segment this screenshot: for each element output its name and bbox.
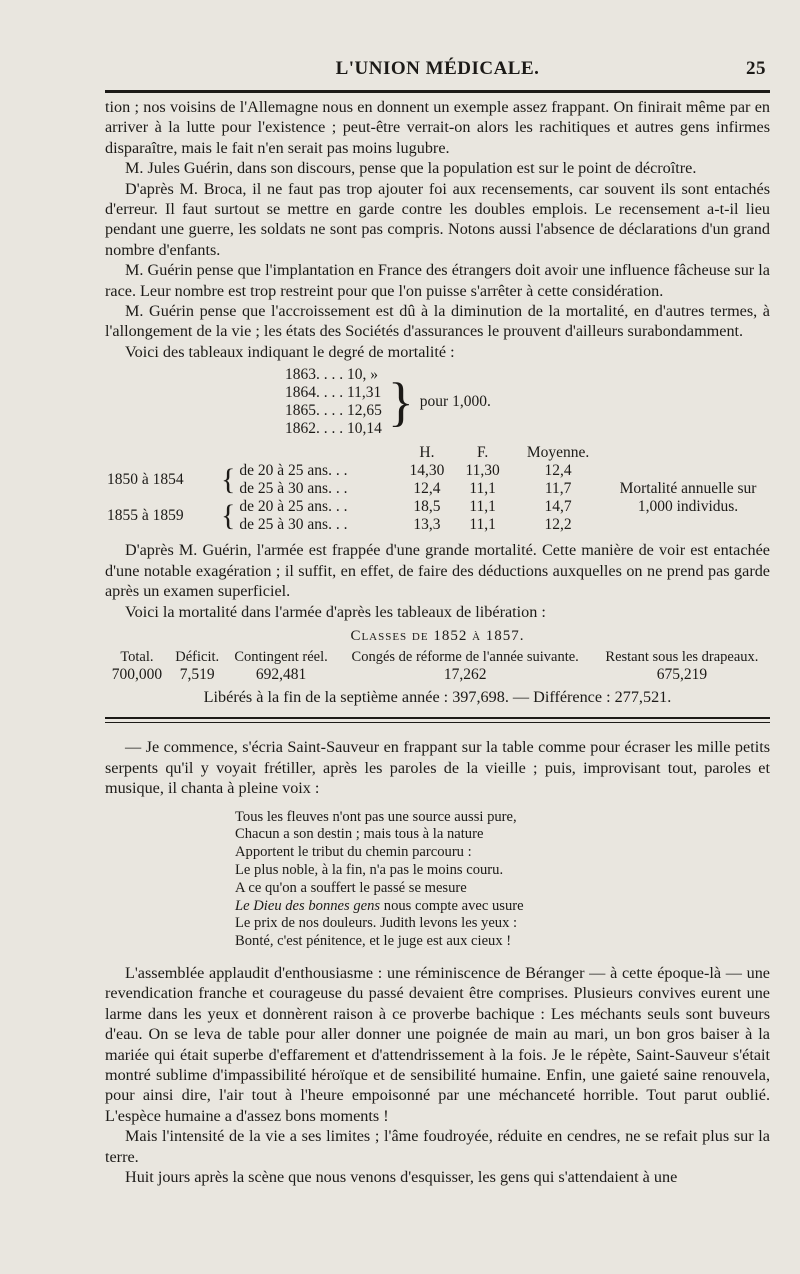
period-label: 1850 à 1854 — [107, 471, 184, 489]
story-paragraph: — Je commence, s'écria Saint-Sauveur en frappant sur la table comme pour écraser les mille petits serpents qu'il y voyait frétiller, après les paroles de la vieille ; puis, improvisant tout, paroles et musique, il chanta à pleine voix : — [105, 738, 770, 798]
mean-value: 12,4 — [544, 462, 572, 480]
page-number: 25 — [746, 58, 766, 79]
f-value: 11,1 — [469, 498, 496, 516]
contingent-value: 692,481 — [255, 665, 307, 683]
journal-title: L'UNION MÉDICALE. — [335, 58, 540, 79]
f-value: 11,30 — [465, 462, 500, 480]
col-header-deficit: Déficit. — [175, 648, 220, 665]
years-note: pour 1,000. — [419, 393, 491, 411]
mean-value: 14,7 — [544, 498, 572, 516]
col-header-h: H. — [419, 444, 435, 462]
year-row: 1862. . . . 10,14 — [285, 420, 382, 438]
h-value: 12,4 — [413, 480, 441, 498]
poem-line: Bonté, c'est pénitence, et le juge est aux cieux ! — [235, 933, 512, 950]
mean-value: 11,7 — [544, 480, 572, 498]
running-header — [105, 58, 770, 88]
liberation-title: Classes de 1852 à 1857. — [350, 627, 525, 644]
mortality-note: Mortalité annuelle sur 1,000 individus. — [619, 480, 757, 516]
age-mortality-table: H. F. Moyenne. 1850 à 1854 { de 20 à 25 ans. . . 14,30 11,30 12,4 Mortalité annuelle sur 1,000 individus. de 25 à 30 ans. . . 12,4 11,1 11,7 1855 à 1859 { de 20 à 25 ans. . . 18,5 11,1 14,7 de 25 à 30 ans. . . 13,3 11,1 12,2 — [105, 444, 770, 534]
header-rule — [105, 90, 770, 93]
restant-value: 675,219 — [656, 665, 708, 683]
period-label: 1855 à 1859 — [107, 507, 184, 525]
liberation-table — [105, 649, 770, 683]
age-label: de 25 à 30 ans. . . — [239, 480, 348, 498]
liberation-summary: Libérés à la fin de la septième année : 397,698. — Différence : 277,521. — [203, 687, 672, 706]
paragraph: D'après M. Broca, il ne faut pas trop ajouter foi aux recensements, car souvent ils sont entachés d'erreur. Il faut surtout se mettre en garde contre les doubles emplois. Le recensement a-t-il lieu pendant une guerre, les soldats ne sont pas compris. Notons aussi l'absence de déclarations d'un grand nombre d'enfants. — [105, 179, 770, 259]
poem — [235, 809, 770, 951]
col-header-conges: Congés de réforme de l'année suivante. — [351, 648, 579, 665]
poem-line: Apportent le tribut du chemin parcouru : — [235, 844, 472, 861]
poem-line: Tous les fleuves n'ont pas une source aussi pure, — [235, 808, 517, 825]
paragraph: Voici la mortalité dans l'armée d'après les tableaux de libération : — [125, 602, 546, 621]
col-header-moyenne: Moyenne. — [526, 444, 590, 462]
poem-line: Le Dieu des bonnes gens nous compte avec usure — [235, 897, 524, 914]
poem-line: Le prix de nos douleurs. Judith levons les yeux : — [235, 915, 518, 932]
col-header-total: Total. — [120, 648, 154, 665]
section-divider — [105, 717, 770, 723]
total-value: 700,000 — [111, 665, 163, 683]
poem-line: Le plus noble, à la fin, n'a pas le moins couru. — [235, 861, 504, 878]
poem-line: Chacun a son destin ; mais tous à la nature — [235, 826, 484, 843]
brace: } — [387, 372, 414, 433]
h-value: 18,5 — [413, 498, 441, 516]
conges-value: 17,262 — [443, 665, 487, 683]
f-value: 11,1 — [469, 516, 496, 534]
mean-value: 12,2 — [544, 516, 572, 534]
age-label: de 20 à 25 ans. . . — [239, 498, 348, 516]
col-header-f: F. — [476, 444, 489, 462]
col-header-contingent: Contingent réel. — [234, 648, 328, 665]
year-row: 1865. . . . 12,65 — [285, 402, 382, 420]
poem-line: A ce qu'on a souffert le passé se mesure — [235, 879, 467, 896]
story-paragraph: L'assemblée applaudit d'enthousiasme : une réminiscence de Béranger — à cette époque-là — une revendication franche et courageuse du passé devaient être comprises. Plusieurs convives eurent une larme dans les yeux et donnèrent raison à ce proverbe bachique : Les méchants seuls sont buveurs d'eau. On se leva de table pour aller donner une poignée de main au mari, un bon gros baiser à la mariée qui était superbe d'effarement et d'attendrissement à la fois. Je le répète, Saint-Sauveur s'était montré sublime d'impassibilité héroïque et de sensibilité humaine. Enfin, une gaieté saine renouvela, pour ainsi dire, l'air tout à l'heure empoisonné par une méchanceté horrible. Tout parut oublié. L'espèce humaine a d'assez bons moments ! — [105, 963, 770, 1125]
age-label: de 20 à 25 ans. . . — [239, 462, 348, 480]
deficit-value: 7,519 — [179, 665, 215, 683]
paragraph: M. Guérin pense que l'accroissement est dû à la diminution de la mortalité, en d'autres termes, à l'allongement de la vie ; les états des Sociétés d'assurances le prouvent d'ailleurs surabondamment. — [105, 302, 770, 341]
age-label: de 25 à 30 ans. . . — [239, 516, 348, 534]
paragraph: Voici des tableaux indiquant le degré de mortalité : — [125, 342, 455, 361]
paragraph: M. Jules Guérin, dans son discours, pense que la population est sur le point de décroître. — [125, 159, 697, 178]
col-header-restant: Restant sous les drapeaux. — [605, 648, 759, 665]
paragraph: D'après M. Guérin, l'armée est frappée d'une grande mortalité. Cette manière de voir est entachée d'une notable exagération ; il suffit, en effet, de faire des déductions auxquelles on ne prend pas garde après un examen superficiel. — [105, 541, 770, 601]
year-row: 1864. . . . 11,31 — [285, 384, 382, 402]
story-paragraph: Huit jours après la scène que nous venons d'esquisser, les gens qui s'attendaient à une — [125, 1167, 678, 1186]
paragraph: tion ; nos voisins de l'Allemagne nous en donnent un exemple assez frappant. On finirait même par en arriver à la lutte pour l'existence ; peut-être verrait-on alors les rachitiques et autres gens infirmes disparaître, mais le fait n'en serait pas moins lugubre. — [105, 98, 770, 157]
h-value: 13,3 — [413, 516, 441, 534]
h-value: 14,30 — [409, 462, 445, 480]
story-paragraph: Mais l'intensité de la vie a ses limites ; l'âme foudroyée, réduite en cendres, ne se refait plus sur la terre. — [105, 1127, 770, 1166]
yearly-mortality-table — [285, 366, 770, 438]
paragraph: M. Guérin pense que l'implantation en France des étrangers doit avoir une influence fâcheuse sur la race. Leur nombre est trop restreint pour que l'on puisse s'arrêter à cette considération. — [105, 261, 770, 300]
year-row: 1863. . . . 10, » — [285, 366, 378, 384]
f-value: 11,1 — [469, 480, 496, 498]
